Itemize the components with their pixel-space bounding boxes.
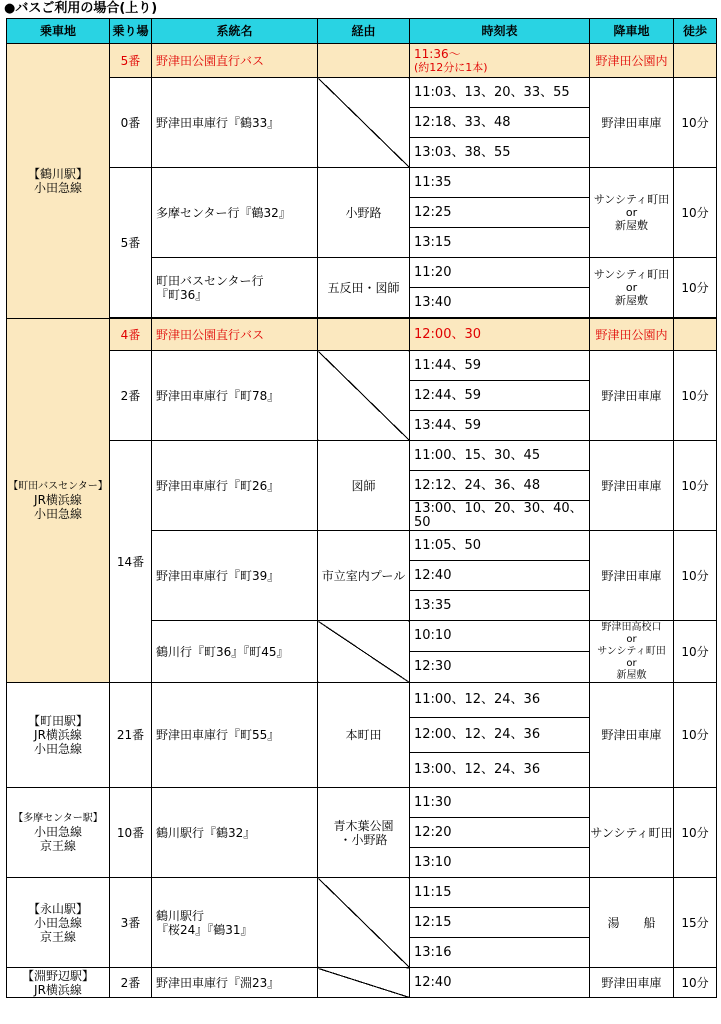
destination-line: or bbox=[625, 281, 638, 294]
destination-line: サンシティ町田 bbox=[593, 193, 670, 206]
station-line: 京王線 bbox=[39, 929, 76, 944]
route-cell bbox=[152, 258, 318, 318]
bus-timetable bbox=[6, 18, 717, 998]
table-row bbox=[7, 683, 717, 718]
route-cell: 野津田車庫行『町55』 bbox=[152, 683, 318, 788]
table-row bbox=[7, 878, 717, 908]
time-cell: 13:44、59 bbox=[410, 411, 590, 441]
route-cell: 野津田車庫行『鶴33』 bbox=[152, 78, 318, 168]
via-cell-empty bbox=[318, 319, 410, 351]
station-cell bbox=[7, 44, 110, 319]
destination-line: 新屋敷 bbox=[616, 669, 647, 681]
time-cell bbox=[410, 44, 590, 78]
time-cell: 11:30 bbox=[410, 788, 590, 818]
time-cell: 13:40 bbox=[410, 288, 590, 318]
station-name: 【鶴川駅】 bbox=[27, 167, 88, 181]
destination-cell: 野津田車庫 bbox=[590, 683, 674, 788]
walk-cell: 10分 bbox=[674, 788, 717, 878]
destination-cell: 湯 船 bbox=[590, 878, 674, 968]
walk-cell: 10分 bbox=[674, 168, 717, 258]
time-cell: 13:03、38、55 bbox=[410, 138, 590, 168]
header-walk: 徒歩 bbox=[674, 19, 717, 44]
time-cell: 11:00、15、30、45 bbox=[410, 441, 590, 471]
via-cell: 図師 bbox=[318, 441, 410, 531]
platform-cell: 14番 bbox=[110, 441, 152, 683]
time-cell: 11:35 bbox=[410, 168, 590, 198]
time-cell: 12:00、30 bbox=[410, 319, 590, 351]
time-cell: 12:40 bbox=[410, 968, 590, 998]
table-row bbox=[7, 168, 717, 198]
platform-cell: 3番 bbox=[110, 878, 152, 968]
platform-cell: 4番 bbox=[110, 319, 152, 351]
destination-cell bbox=[590, 168, 674, 258]
route-cell: 野津田公園直行バス bbox=[152, 319, 318, 351]
via-cell: 本町田 bbox=[318, 683, 410, 788]
time-cell: 11:20 bbox=[410, 258, 590, 288]
station-line: 京王線 bbox=[39, 838, 76, 853]
via-cell: 小野路 bbox=[318, 168, 410, 258]
station-line: 小田急線 bbox=[33, 181, 82, 195]
page-title: ●バスご利用の場合(上り) bbox=[4, 1, 158, 16]
route-line: 町田バスセンター行 bbox=[156, 273, 264, 288]
platform-cell: 2番 bbox=[110, 351, 152, 441]
time-cell: 12:40 bbox=[410, 561, 590, 591]
route-line: 『桜24』『鶴31』 bbox=[156, 922, 253, 937]
time-cell: 12:15 bbox=[410, 908, 590, 938]
platform-cell: 0番 bbox=[110, 78, 152, 168]
via-line: ・小野路 bbox=[339, 832, 388, 847]
station-cell bbox=[7, 683, 110, 788]
table-row bbox=[7, 319, 717, 351]
time-cell: 12:25 bbox=[410, 198, 590, 228]
destination-cell: 野津田車庫 bbox=[590, 351, 674, 441]
time-cell: 12:12、24、36、48 bbox=[410, 471, 590, 501]
destination-line: or bbox=[625, 206, 638, 219]
via-cell-empty bbox=[318, 968, 410, 998]
time-cell: 12:18、33、48 bbox=[410, 108, 590, 138]
station-line: 小田急線 bbox=[33, 915, 82, 930]
header-destination: 降車地 bbox=[590, 19, 674, 44]
via-cell-empty bbox=[318, 78, 410, 168]
platform-cell: 10番 bbox=[110, 788, 152, 878]
walk-cell-empty bbox=[674, 44, 717, 78]
destination-line: 新屋敷 bbox=[615, 219, 648, 232]
destination-line: 新屋敷 bbox=[615, 294, 648, 307]
destination-line: or bbox=[626, 657, 637, 669]
route-line: 『町36』 bbox=[156, 287, 208, 302]
station-line: JR横浜線 bbox=[34, 492, 82, 507]
station-cell bbox=[7, 878, 110, 968]
station-cell bbox=[7, 319, 110, 683]
station-cell bbox=[7, 968, 110, 998]
walk-cell: 10分 bbox=[674, 78, 717, 168]
destination-cell: 野津田公園内 bbox=[590, 44, 674, 78]
time-cell: 12:30 bbox=[410, 652, 590, 683]
via-cell-empty bbox=[318, 878, 410, 968]
destination-cell bbox=[590, 621, 674, 683]
station-name: 【町田駅】 bbox=[27, 714, 88, 728]
route-cell: 野津田車庫行『町39』 bbox=[152, 531, 318, 621]
route-cell: 野津田車庫行『淵23』 bbox=[152, 968, 318, 998]
walk-cell: 10分 bbox=[674, 258, 717, 318]
time-cell: 13:16 bbox=[410, 938, 590, 968]
table-row bbox=[7, 78, 717, 108]
walk-cell: 10分 bbox=[674, 621, 717, 683]
route-cell: 鶴川駅行『鶴32』 bbox=[152, 788, 318, 878]
time-cell: 13:00、12、24、36 bbox=[410, 753, 590, 788]
station-line: JR横浜線 bbox=[34, 728, 82, 742]
table-row bbox=[7, 351, 717, 381]
time-cell: 12:20 bbox=[410, 818, 590, 848]
time-cell: 13:10 bbox=[410, 848, 590, 878]
table-row bbox=[7, 788, 717, 818]
destination-cell: 野津田車庫 bbox=[590, 531, 674, 621]
destination-line: サンシティ町田 bbox=[593, 268, 670, 281]
route-cell bbox=[152, 878, 318, 968]
route-cell: 野津田車庫行『町78』 bbox=[152, 351, 318, 441]
walk-cell: 10分 bbox=[674, 351, 717, 441]
station-line: 小田急線 bbox=[33, 742, 82, 756]
station-line: JR横浜線 bbox=[34, 982, 82, 997]
via-cell-empty bbox=[318, 621, 410, 683]
station-name: 【多摩センター駅】 bbox=[13, 812, 103, 824]
via-line: 青木葉公園 bbox=[333, 818, 394, 833]
time-cell: 13:15 bbox=[410, 228, 590, 258]
time-cell: 11:03、13、20、33、55 bbox=[410, 78, 590, 108]
destination-cell: 野津田車庫 bbox=[590, 968, 674, 998]
time-note: (約12分に1本) bbox=[414, 61, 488, 74]
via-cell bbox=[318, 788, 410, 878]
walk-cell: 10分 bbox=[674, 531, 717, 621]
header-station: 乗車地 bbox=[7, 19, 110, 44]
time-cell: 13:35 bbox=[410, 591, 590, 621]
route-cell: 鶴川行『町36』『町45』 bbox=[152, 621, 318, 683]
route-line: 鶴川駅行 bbox=[156, 908, 205, 923]
walk-cell: 10分 bbox=[674, 441, 717, 531]
walk-cell: 15分 bbox=[674, 878, 717, 968]
station-line: 小田急線 bbox=[33, 824, 82, 839]
route-cell: 野津田公園直行バス bbox=[152, 44, 318, 78]
platform-cell: 2番 bbox=[110, 968, 152, 998]
route-cell: 多摩センター行『鶴32』 bbox=[152, 168, 318, 258]
station-name: 【町田バスセンター】 bbox=[8, 480, 108, 492]
time-text: 11:36～ bbox=[414, 47, 461, 61]
route-cell: 野津田車庫行『町26』 bbox=[152, 441, 318, 531]
destination-line: or bbox=[626, 633, 637, 645]
walk-cell-empty bbox=[674, 319, 717, 351]
destination-line: 野津田高校口 bbox=[601, 621, 662, 633]
table-row bbox=[7, 968, 717, 998]
destination-cell: 野津田車庫 bbox=[590, 78, 674, 168]
destination-cell bbox=[590, 258, 674, 318]
destination-cell: 野津田車庫 bbox=[590, 441, 674, 531]
time-cell: 10:10 bbox=[410, 621, 590, 652]
header-row bbox=[7, 19, 717, 44]
via-cell-empty bbox=[318, 351, 410, 441]
platform-cell: 21番 bbox=[110, 683, 152, 788]
header-timetable: 時刻表 bbox=[410, 19, 590, 44]
time-cell: 11:00、12、24、36 bbox=[410, 683, 590, 718]
time-cell: 11:44、59 bbox=[410, 351, 590, 381]
walk-cell: 10分 bbox=[674, 683, 717, 788]
walk-cell: 10分 bbox=[674, 968, 717, 998]
via-cell: 五反田・図師 bbox=[318, 258, 410, 318]
station-name: 【永山駅】 bbox=[27, 901, 88, 916]
table-row bbox=[7, 441, 717, 471]
header-platform: 乗り場 bbox=[110, 19, 152, 44]
time-cell: 11:05、50 bbox=[410, 531, 590, 561]
table-row bbox=[7, 44, 717, 78]
time-cell: 13:00、10、20、30、40、50 bbox=[410, 501, 590, 531]
platform-cell: 5番 bbox=[110, 168, 152, 318]
station-cell bbox=[7, 788, 110, 878]
destination-cell: サンシティ町田 bbox=[590, 788, 674, 878]
destination-line: サンシティ町田 bbox=[597, 645, 666, 657]
header-via: 経由 bbox=[318, 19, 410, 44]
platform-cell: 5番 bbox=[110, 44, 152, 78]
time-cell: 11:15 bbox=[410, 878, 590, 908]
header-route: 系統名 bbox=[152, 19, 318, 44]
destination-cell: 野津田公園内 bbox=[590, 319, 674, 351]
via-cell: 市立室内プール bbox=[318, 531, 410, 621]
time-cell: 12:00、12、24、36 bbox=[410, 718, 590, 753]
station-name: 【淵野辺駅】 bbox=[21, 968, 94, 983]
station-line: 小田急線 bbox=[33, 506, 82, 521]
via-cell-empty bbox=[318, 44, 410, 78]
time-cell: 12:44、59 bbox=[410, 381, 590, 411]
